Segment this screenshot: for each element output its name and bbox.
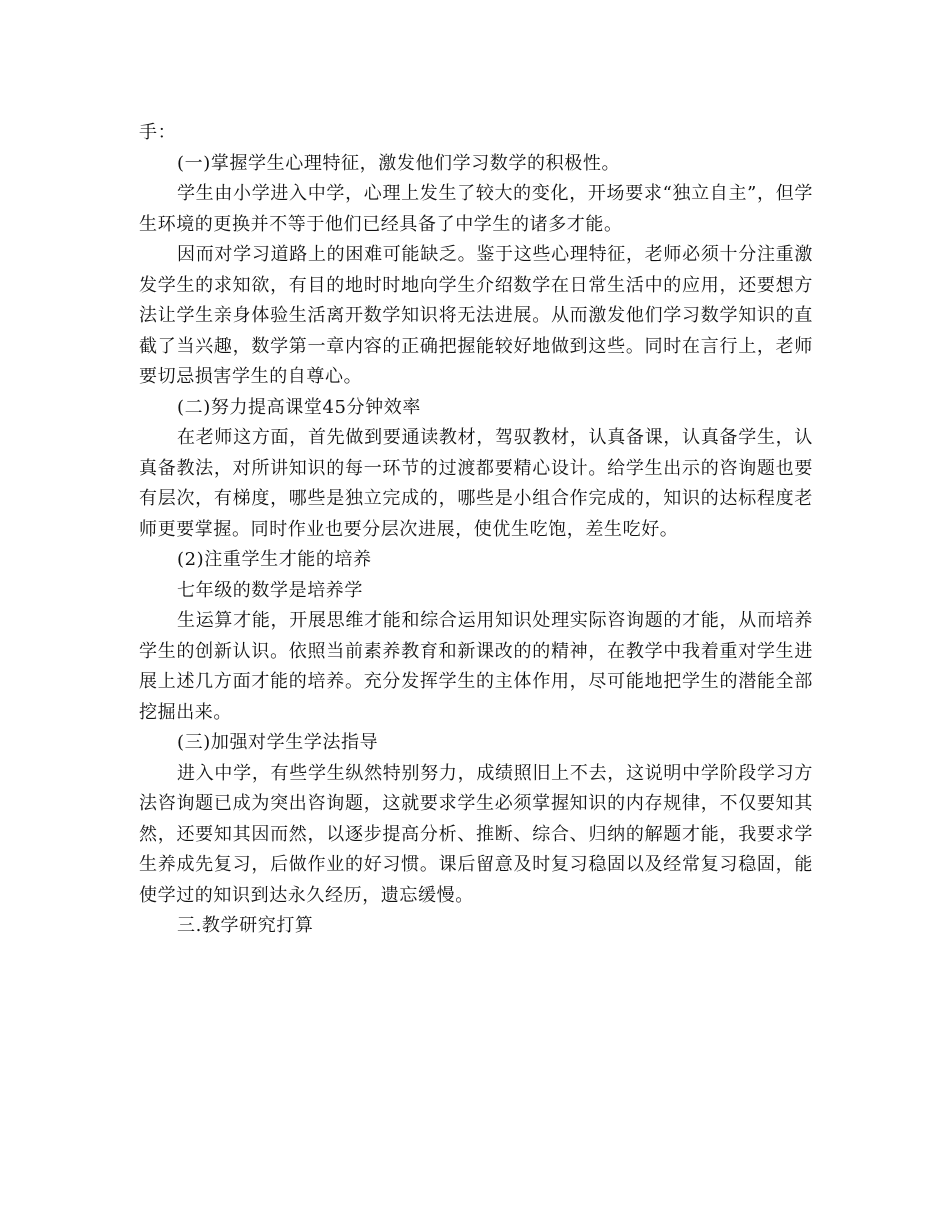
paragraph: 生运算才能，开展思维才能和综合运用知识处理实际咨询题的才能，从而培养学生的创新认识。依照当前素养教育和新课改的的精神，在教学中我着重对学生进展上述几方面才能的培养。充分发挥学生的主体作用，尽可能地把学生的潜能全部挖掘出来。 (139, 610, 813, 723)
section-heading: 三.教学研究打算 (177, 915, 314, 936)
paragraph: 因而对学习道路上的困难可能缺乏。鉴于这些心理特征，老师必须十分注重激发学生的求知欲，有目的地时时地向学生介绍数学在日常生活中的应用，还要想方法让学生亲身体验生活离开数学知识将无法进展。从而激发他们学习数学知识的直截了当兴趣，数学第一章内容的正确把握能较好地做到这些。同时在言行上，老师要切忌损害学生的自尊心。 (139, 244, 813, 387)
paragraph: 手： (139, 122, 177, 143)
paragraph: 进入中学，有些学生纵然特别努力，成绩照旧上不去，这说明中学阶段学习方法咨询题已成为突出咨询题，这就要求学生必须掌握知识的内存规律，不仅要知其然，还要知其因而然，以逐步提高分析、推断、综合、归纳的解题才能，我要求学生养成先复习，后做作业的好习惯。课后留意及时复习稳固以及经常复习稳固，能使学过的知识到达永久经历，遗忘缓慢。 (139, 762, 813, 906)
paragraph: 学生由小学进入中学，心理上发生了较大的变化，开场要求“独立自主”，但学生环境的更换并不等于他们已经具备了中学生的诸多才能。 (139, 183, 813, 235)
section-heading: (二)努力提高课堂45分钟效率 (177, 396, 421, 418)
paragraph: 七年级的数学是培养学 (177, 579, 363, 601)
section-heading: (2)注重学生才能的培养 (177, 549, 372, 570)
section-heading: (三)加强对学生学法指导 (177, 732, 379, 753)
document-body (139, 118, 813, 942)
paragraph: 在老师这方面，首先做到要通读教材，驾驭教材，认真备课，认真备学生，认真备教法，对所讲知识的每一环节的过渡都要精心设计。给学生出示的咨询题也要有层次，有梯度，哪些是独立完成的，哪些是小组合作完成的，知识的达标程度老师更要掌握。同时作业也要分层次进展，使优生吃饱，差生吃好。 (139, 427, 813, 540)
section-heading: (一)掌握学生心理特征，激发他们学习数学的积极性。 (177, 152, 621, 174)
